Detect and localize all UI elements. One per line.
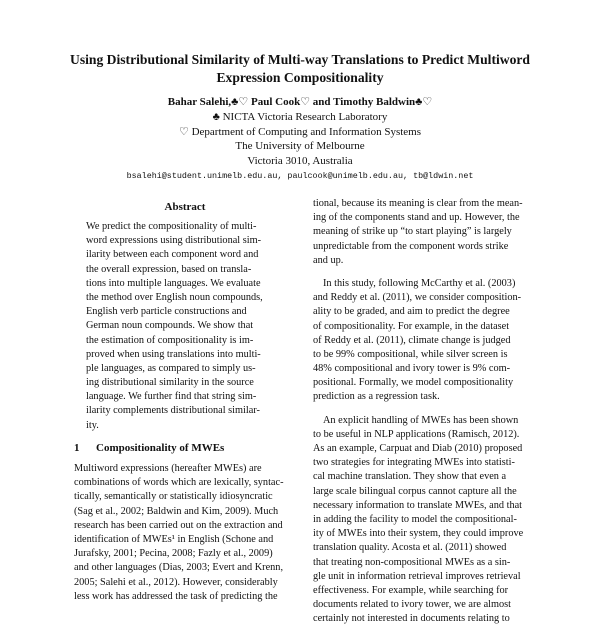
text-line: As an example, Carpuat and Diab (2010) proposed [313, 443, 523, 454]
text-line: the method over English noun compounds, [86, 291, 263, 303]
text-line: cal machine translation. They show that even a [313, 471, 507, 483]
text-line: tional, because its meaning is clear from the mean- [313, 198, 523, 209]
text-line: ity. [86, 419, 99, 431]
text-line: 48% compositional and ivory tower is 9% com- [313, 363, 511, 375]
text-line: In this study, following McCarthy et al. (2003) [323, 277, 516, 289]
text-line: Multiword expressions (hereafter MWEs) are [74, 463, 262, 474]
text-line: to be useful in NLP applications (Ramisch, 2012). [313, 428, 520, 440]
text-line: translation quality. Acosta et al. (2011) showed [313, 542, 507, 554]
affiliation-line: ♡ Department of Computing and Information Systems [178, 125, 422, 138]
paragraph-gap [313, 405, 539, 414]
section-heading [74, 441, 298, 455]
abstract-heading: Abstract [164, 201, 206, 213]
right-column-body [313, 197, 539, 626]
author-emails: bsalehi@student.unimelb.edu.au, paulcook@unimelb.edu.au, tb@ldwin.net [126, 171, 474, 181]
author-list: Bahar Salehi,♣♡ Paul Cook♡ and Timothy Baldwin♣♡ [167, 96, 433, 108]
text-line: ing of the components stand and up. However, the [313, 212, 520, 224]
affiliation-line: The University of Melbourne [235, 140, 365, 152]
text-line: the overall expression, based on transla- [86, 263, 252, 275]
text-line: tically, semantically or statistically idiosyncratic [74, 491, 273, 503]
text-line: English verb particle constructions and [86, 306, 247, 318]
text-line: gle unit in information retrieval improves retrieval [313, 570, 521, 582]
text-line: certainly not interested in documents relating to [313, 613, 510, 625]
text-line: effectiveness. For example, while searching for [313, 584, 509, 596]
text-line: positional. Formally, we model compositionality [313, 377, 514, 389]
affiliation-line: ♣ NICTA Victoria Research Laboratory [212, 111, 388, 123]
paragraph-gap [313, 268, 539, 277]
text-line: ple languages, as compared to simply us- [86, 362, 256, 374]
abstract-body [86, 220, 286, 433]
text-line: 2005; Salehi et al., 2012). However, considerably [74, 576, 278, 588]
text-line: of Reddy et al. (2011), climate change is judged [313, 334, 511, 346]
text-line: research has been carried out on the extraction and [74, 519, 283, 531]
text-line: two strategies for integrating MWEs into statisti- [313, 457, 515, 469]
text-line: documents related to ivory tower, we are almost [313, 599, 512, 611]
text-line: German noun compounds. We show that [86, 320, 254, 332]
section-number: 1 [74, 442, 80, 454]
text-line: and Reddy et al. (2011), we consider composition- [313, 292, 522, 304]
text-line: and up. [313, 254, 344, 266]
text-line: An explicit handling of MWEs has been shown [323, 414, 519, 426]
text-line: language. We further find that string sim- [86, 391, 257, 403]
text-line: We predict the compositionality of multi- [86, 221, 257, 232]
text-line: Jurafsky, 2001; Pecina, 2008; Fazly et al., 2009) [74, 548, 273, 560]
text-line: unpredictable from the component words strike [313, 240, 509, 252]
text-line: the estimation of compositionality is im- [86, 334, 254, 346]
text-line: identification of MWEs¹ in English (Schone and [74, 533, 274, 545]
text-line: prediction as a regression task. [313, 391, 440, 403]
text-line: (Sag et al., 2002; Baldwin and Kim, 2009). Much [74, 505, 279, 517]
text-line: in adding the facility to model the compositional- [313, 513, 517, 525]
text-line: ity of MWEs into their system, they could improve [313, 528, 524, 540]
section-body [74, 462, 298, 604]
text-line: meaning of strike up “to start playing” is largely [313, 226, 512, 238]
paper-title: Using Distributional Similarity of Multi-way Translations to Predict Multiword Expression Compositionality [70, 52, 530, 85]
text-line: word expressions using distributional sim- [86, 235, 262, 247]
text-line: and other languages (Dias, 2003; Evert and Krenn, [74, 562, 284, 574]
affiliations [40, 110, 560, 168]
affiliation-line: Victoria 3010, Australia [247, 154, 353, 167]
text-line: to be 99% compositional, while silver screen is [313, 348, 508, 360]
text-line: tions into multiple languages. We evaluate [86, 277, 261, 289]
text-line: ing distributional similarity in the source [86, 377, 254, 389]
text-line: large scale bilingual corpus cannot capture all the [313, 485, 517, 497]
section-title: Compositionality of MWEs [96, 442, 225, 454]
text-line: of compositionality. For example, in the dataset [313, 320, 510, 332]
text-line: that treating non-compositional MWEs as a sin- [313, 556, 511, 568]
text-line: ality to be graded, and aim to predict the degree [313, 306, 510, 318]
text-line: less work has addressed the task of predicting the [74, 590, 278, 602]
text-line: ilarity complements distributional similar- [86, 405, 260, 417]
text-line: necessary information to translate MWEs, and that [313, 499, 523, 511]
text-line: combinations of words which are lexically, syntac- [74, 477, 284, 489]
text-line: ilarity between each component word and [86, 249, 259, 261]
text-line: proved when using translations into multi- [86, 348, 261, 360]
